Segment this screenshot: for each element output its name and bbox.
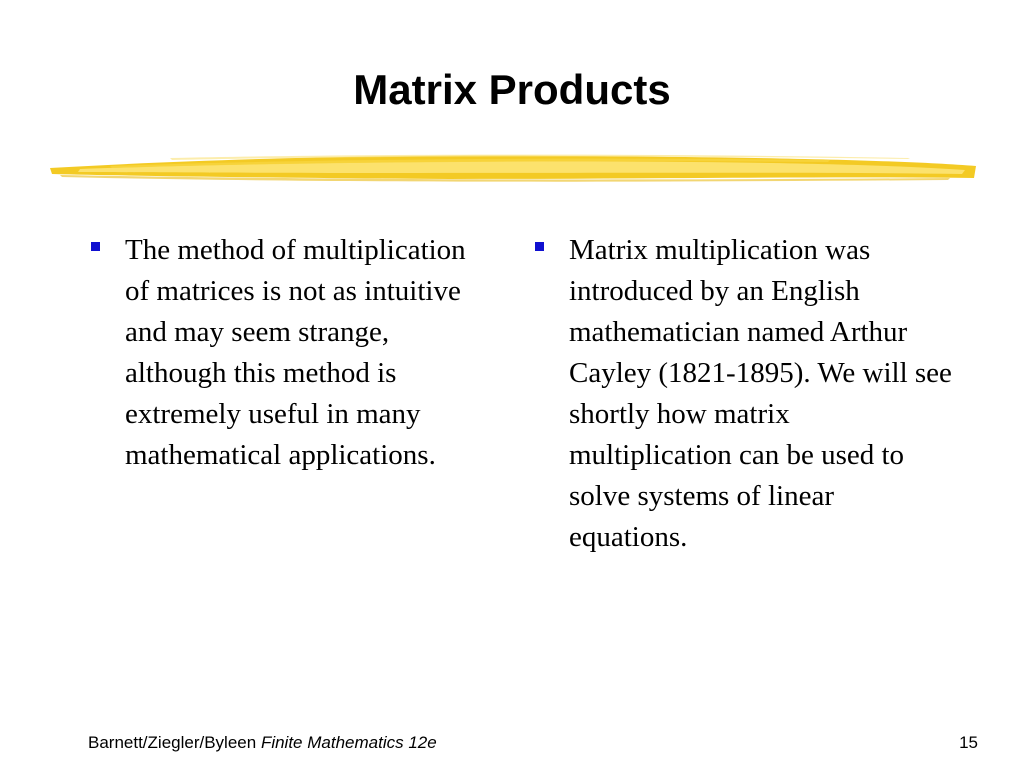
- yellow-brush-stroke-divider: [50, 148, 976, 186]
- square-bullet-icon: [91, 242, 100, 251]
- footer-book-title: Finite Mathematics 12e: [260, 733, 437, 752]
- footer-citation: [88, 732, 437, 754]
- bullet-text-right: Matrix multiplication was introduced by an English mathematician named Arthur Cayley (1821-1895). We will see shortly how matrix multiplication can be used to solve systems of linear equations.: [569, 234, 952, 553]
- footer-authors: Barnett/Ziegler/Byleen: [88, 733, 257, 752]
- slide-title: Matrix Products: [353, 66, 671, 113]
- page-number: 15: [959, 733, 978, 752]
- right-column: [532, 230, 952, 558]
- bullet-item-right: [532, 230, 952, 558]
- bullet-text-left: The method of multiplication of matrices is not as intuitive and may seem strange, although this method is extremely useful in many mathematical applications.: [125, 234, 466, 471]
- square-bullet-icon: [535, 242, 544, 251]
- left-column: [88, 230, 468, 476]
- bullet-item-left: [88, 230, 468, 476]
